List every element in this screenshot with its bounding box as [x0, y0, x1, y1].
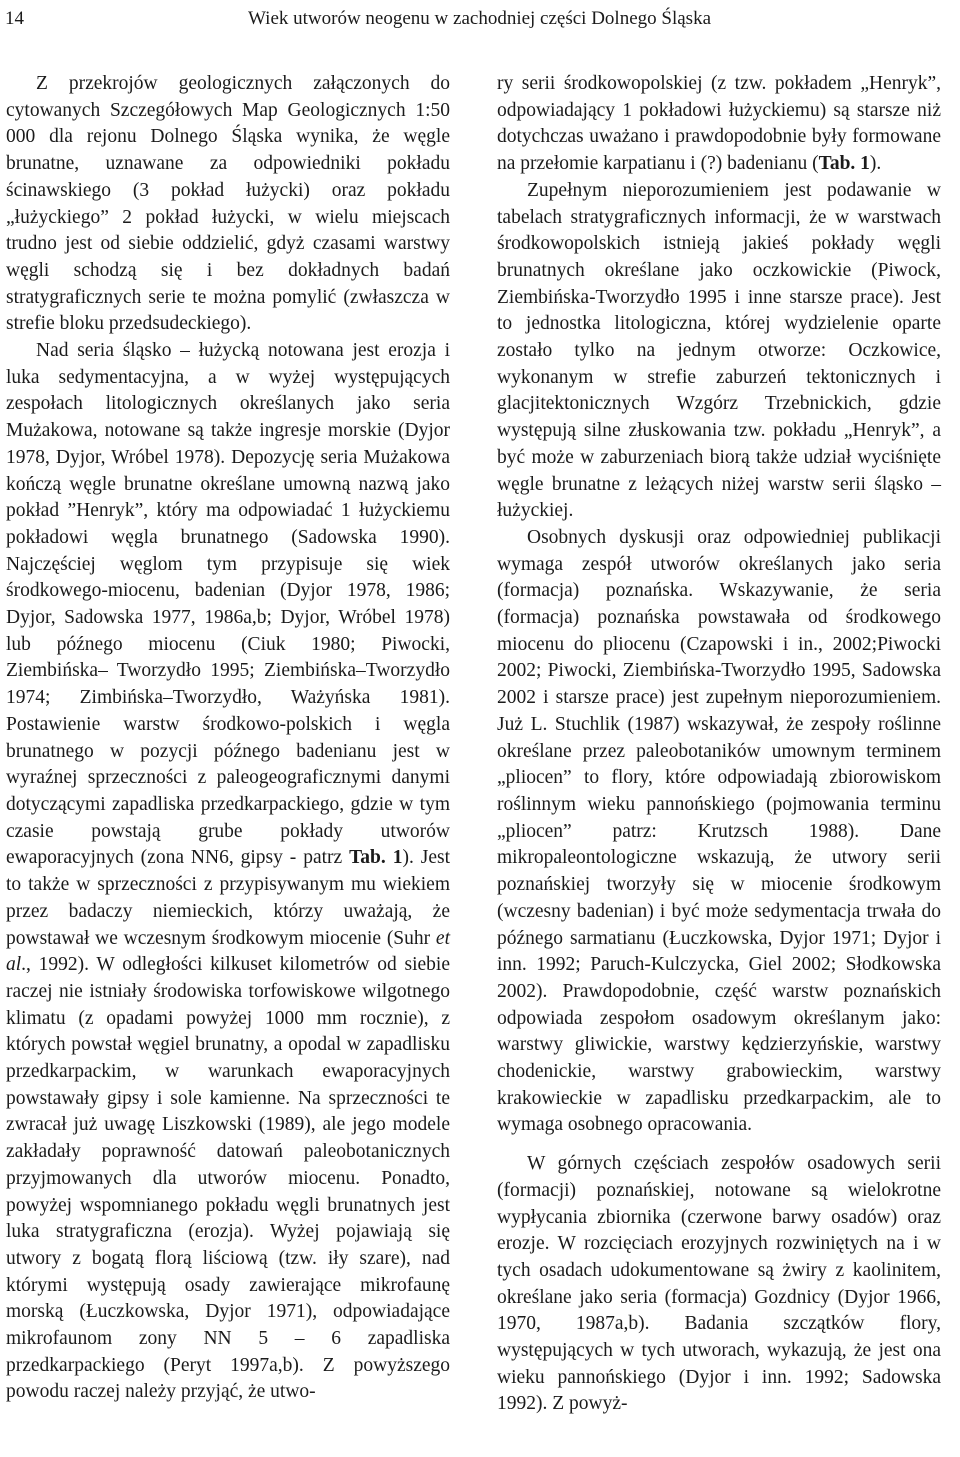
paragraph-continuation [497, 71, 941, 178]
paragraph-intro: Z przekrojów geologicznych załączonych do cytowanych Szczegółowych Map Geologicznych 1:50 000 dla rejonu Dolnego Śląska wynika, że węgle brunatne, uznawane za odpowiedniki pokładu ścinawskiego (3 pokład łużycki) oraz pokładu „łużyckiego” 2 pokład łużycki, w wielu miejscach trudno jest od siebie oddzielić, gdyż czasami warstwy węgli schodzą się i bez dokładnych badań stratygraficznych serie te można pomylić (zwłaszcza w strefie bloku przedsudeckiego). [6, 73, 450, 335]
page-number: 14 [5, 8, 24, 29]
text-run: ). Jest to także w sprzeczności z przypisywanym mu wiekiem przez badaczy niemieckich, którzy uważają, że powstawał we wczesnym środkowym miocenie (Suhr [6, 847, 450, 949]
paragraph-gozdnica: W górnych częściach zespołów osadowych serii (formacji) poznańskiej, notowane są wielokrotne wypłycania zbiornika (czerwone barwy osadów) oraz erozje. W rozcięciach erozyjnych rozwiniętych na i w tych osadach udokumentowane są żwiry z kaolinitem, określane jako seria (formacja) Gozdnicy (Dyjor 1966, 1970, 1987a,b). Badania szczątków flory, występujących w tych utworach, wykazują, że jest ona wieku pannońskiego (Dyjor i inn. 1992; Sadowska 1992). Z powyż- [497, 1153, 941, 1415]
text-run: ., 1992). W odległości kilkuset kilometrów od siebie raczej nie istniały środowiska torfowiskowe wilgotnego klimatu (z opadami powyżej 1000 mm rocznie), z których powstał węgiel brunatny, a opodal w zapadlisku przedkarpackim, w warunkach ewaporacyjnych powstawały gipsy i sole kamienne. Na sprzeczności te zwracał już uwagę Liszkowski (1989), ale jego modele zakładały poprawność datowań paleobotanicznych przyjmowanych dla utworów miocenu. Ponadto, powyżej wspomnianego pokładu węgli brunatnych jest luka stratygraficzna (erozja). Wyżej pojawiają się utwory z bogatą florą liściową (tzw. iły szare), nad którymi występują osady zawierające mikrofaunę morską (Łuczkowska, Dyjor 1971), odpowiadające mikrofaunom zony NN 5 – 6 zapadliska przedkarpackiego (Peryt 1997a,b). Z powyższego powodu raczej należy przyjąć, że utwo- [6, 954, 450, 1403]
paragraph-oczkowice: Zupełnym nieporozumieniem jest podawanie w tabelach stratygraficznych informacji, że w warstwach środkowopolskich istnieją jakieś pokłady węgli brunatnych określane jako oczkowickie (Piwock, Ziembińska-Tworzydło 1995 i inne starsze prace). Jest to jednostka litologiczna, której wydzielenie oparte zostało tylko na jednym otworze: Oczkowice, wykonanym w strefie zaburzeń tektonicznych i glacjitektonicznych Wzgórz Trzebnickich, gdzie występują silne złuskowania tzw. pokładu „Henryk”, a być może w zaburzeniach biorą także udział wyciśnięte węgle brunatne z leżących niżej warstw serii śląsko – łużyckiej. [497, 179, 941, 522]
text-run: ). [869, 153, 882, 175]
text-run: ry serii środkowopolskiej (z tzw. pokładem „Henryk”, odpowiadający 1 pokładowi łużyckiemu) są starsze niż dotychczas uważano i prawdopodobnie były formowane na przełomie karpatianu i (?) badenianu ( [497, 73, 941, 175]
text-run: Nad seria śląsko – łużycką notowana jest erozja i luka sedymentacyjna, a w wyżej występujących zespołach litologicznych określanych jako seria Mużakowa, notowane są także ingresje morskie (Dyjor 1978, Dyjor, Wróbel 1978). Depozycję seria Mużakowa kończą węgle brunatne określane umowną nazwą jako pokład ”Henryk”, który ma odpowiadać 1 łużyckiemu pokładowi węgla brunatnego (Sadowska 1990). Najczęściej węglom tym przypisuje się wiek środkowego-miocenu, badenian (Dyjor 1978, 1986; Dyjor, Sadowska 1977, 1986a,b; Dyjor, Wróbel 1978) lub późnego miocenu (Ciuk 1980; Piwocki, Ziembińska– Tworzydło 1995; Ziembińska–Tworzydło 1974; Zimbińska–Tworzydło, Ważyńska 1981). Postawienie warstw środkowo-polskich i węgla brunatnego w pozycji późnego badenianu jest w wyraźnej sprzeczności z paleogeograficznymi danymi dotyczącymi zapadliska przedkarpackiego, gdzie w tym czasie powstają grube pokłady utworów ewaporacyjnych (zona NN6, gipsy - patrz [6, 340, 450, 869]
right-column [497, 71, 941, 1418]
paragraph-poznan-series: Osobnych dyskusji oraz odpowiedniej publikacji wymaga zespół utworów określanych jako seria (formacja) poznańska. Wskazywanie, że seria (formacja) poznańska powstawała od środkowego miocenu do pliocenu (Czapowski i in., 2002;Piwocki 2002; Piwocki, Ziembińska-Tworzydło 1995, Sadowska 2002 i starsze prace) jest zupełnym nieporozumieniem. Już L. Stuchlik (1987) wskazywał, że zespoły roślinne określane przez paleobotaników umownym terminem „pliocen” to flory, które odpowiadają zbiorowiskom roślinnym wieku pannońskiego (pojmowania terminu „pliocen” patrz: Krutzsch 1988). Dane mikropaleontologiczne wskazują, że utwory serii poznańskiej tworzyły się w miocenie środkowym (wczesny badenian) i być może sedymentacja trwała do późnego sarmatianu (Łuczkowska, Dyjor 1971; Dyjor i inn. 1992; Paruch-Kulczycka, Giel 2002; Słodkowska 2002). Prawdopodobnie, część warstw poznańskich odpowiada zespołom osadowym określanym jako: warstwy gliwickie, warstwy kędzierzyńskie, warstwy chodenickie, warstwy grabowieckim, warstwy krakowieckie w zapadlisku przedkarpackim, ale to wymaga osobnego opracowania. [497, 526, 941, 1136]
page-header [5, 4, 948, 34]
paragraph-muzakow-series [6, 338, 450, 1406]
et-al-italic: et al [6, 927, 450, 976]
left-column [6, 71, 450, 1406]
table-reference: Tab. 1 [818, 153, 870, 175]
running-title: Wiek utworów neogenu w zachodniej części Dolnego Śląska [248, 8, 712, 29]
table-reference: Tab. 1 [349, 847, 403, 869]
